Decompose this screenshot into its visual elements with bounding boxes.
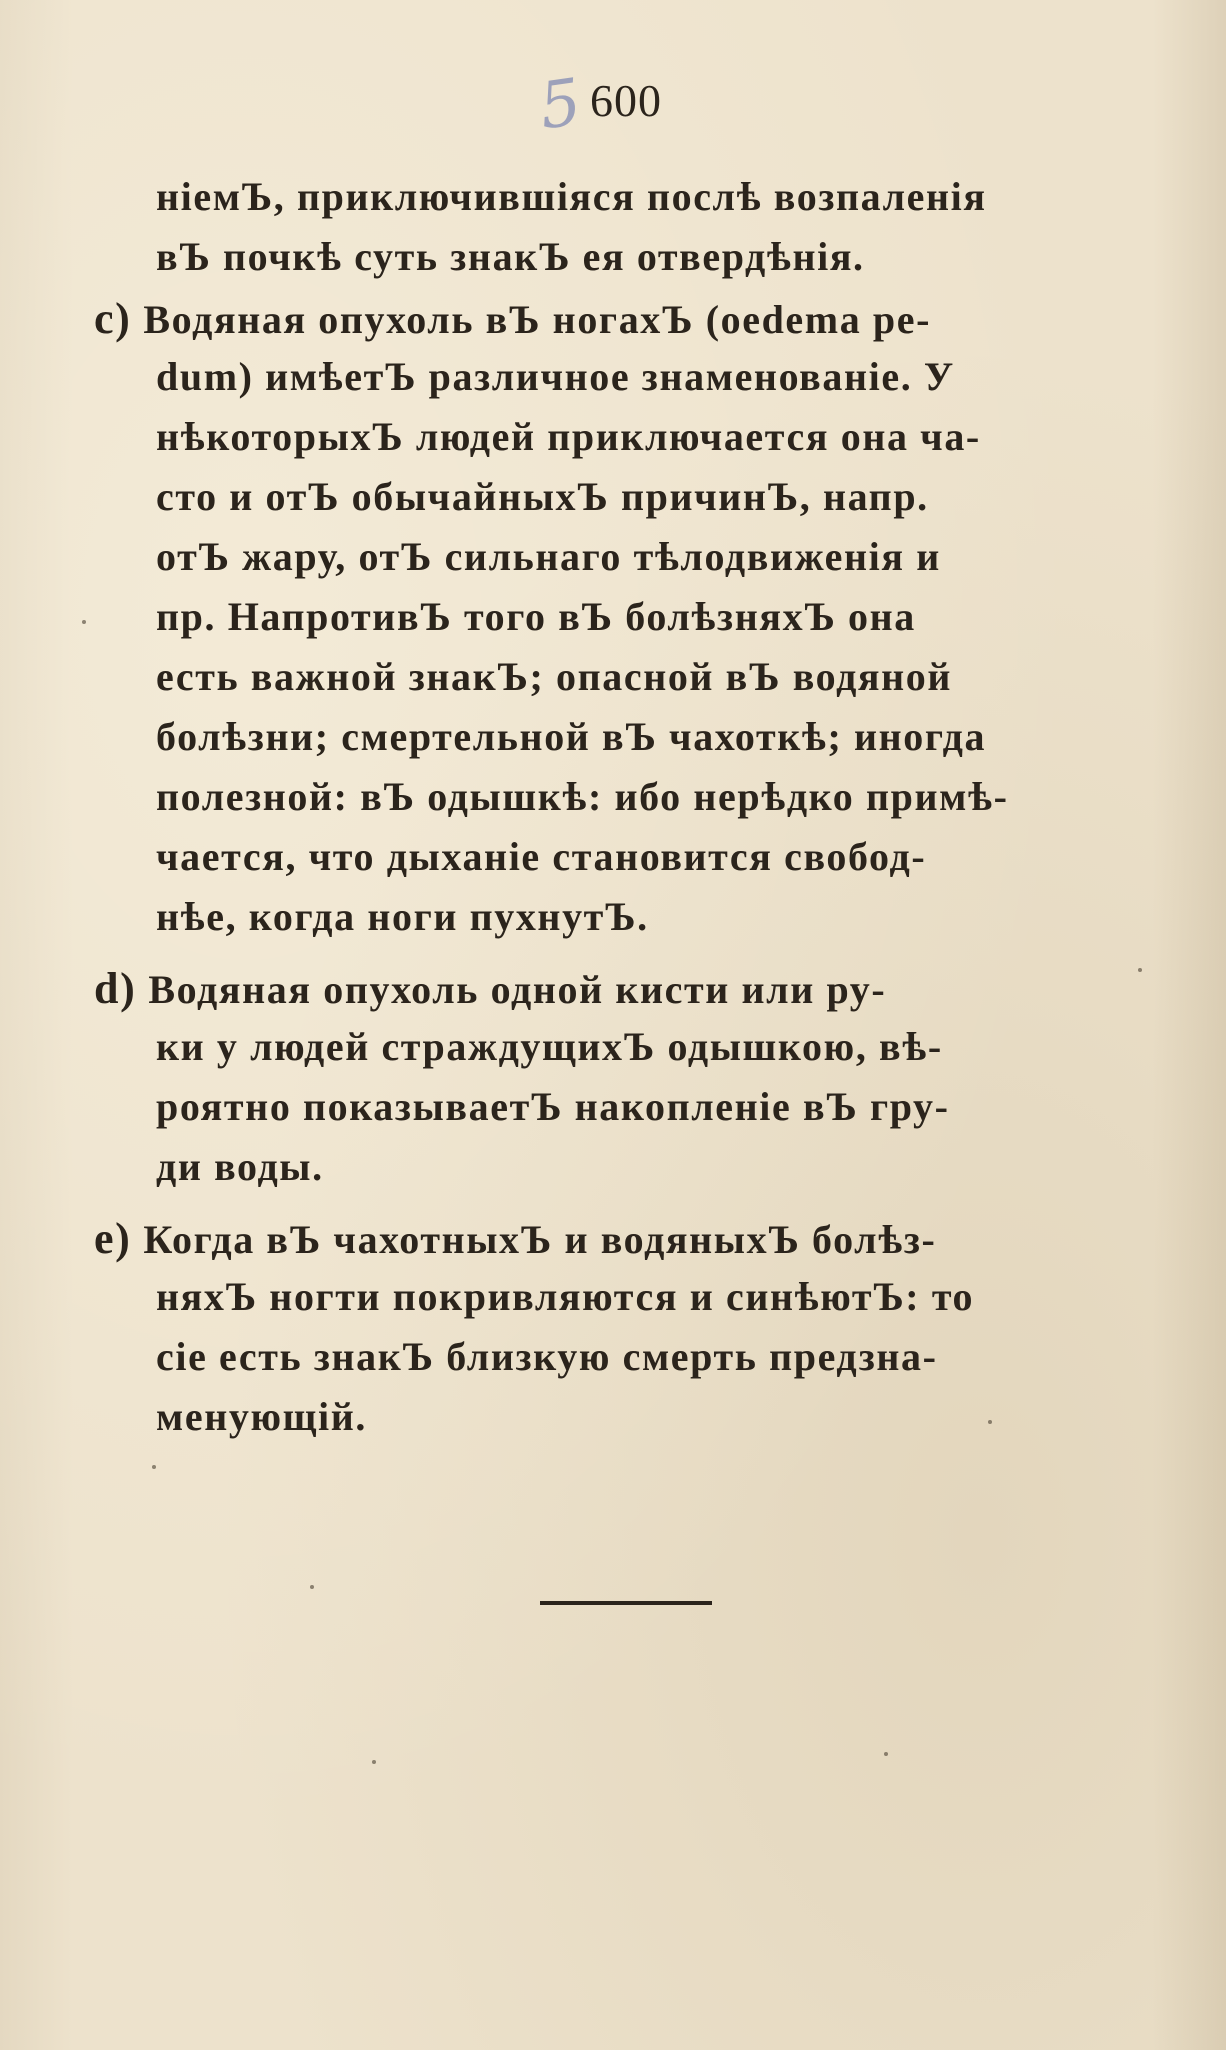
handwritten-annotation: 5 — [535, 65, 586, 145]
text-line: пр. НапротивЪ того вЪ болѣзняхЪ она — [156, 594, 916, 639]
paragraph-c — [94, 294, 932, 343]
text-line: нѣе, когда ноги пухнутЪ. — [156, 894, 649, 939]
text-line: чается, что дыханіе становится свобод- — [156, 834, 927, 879]
text-line: полезной: вЪ одышкѣ: ибо нерѣдко примѣ- — [156, 774, 1009, 819]
text-line: есть важной знакЪ; опасной вЪ водяной — [156, 654, 953, 699]
item-marker-e: e) — [94, 1214, 132, 1263]
item-marker-d: d) — [94, 964, 137, 1013]
text-line: роятно показываетЪ накопленіе вЪ гру- — [156, 1084, 950, 1129]
text-line: Когда вЪ чахотныхЪ и водяныхЪ болѣз- — [143, 1217, 937, 1262]
text-line: нѣкоторыхЪ людей приключается она ча- — [156, 414, 981, 459]
paragraph-e — [94, 1214, 937, 1263]
text-line: менующій. — [156, 1394, 367, 1439]
paper-speck — [1138, 968, 1142, 972]
text-line: ки у людей страждущихЪ одышкою, вѣ- — [156, 1024, 943, 1069]
item-marker-c: c) — [94, 294, 132, 343]
page-number: 600 — [590, 75, 662, 126]
text-line: dum) имѣетЪ различное знаменованіе. У — [156, 354, 955, 399]
text-line: вЪ почкѣ суть знакЪ ея отвердѣнія. — [156, 234, 865, 279]
end-rule — [540, 1601, 712, 1605]
paper-speck — [82, 620, 86, 624]
text-line: Водяная опухоль вЪ ногахЪ (oedema pe- — [143, 297, 932, 342]
text-line: болѣзни; смертельной вЪ чахоткѣ; иногда — [156, 714, 987, 759]
text-line: Водяная опухоль одной кисти или ру- — [148, 967, 887, 1012]
text-line: отЪ жару, отЪ сильнаго тѣлодвиженія и — [156, 534, 941, 579]
paper-speck — [372, 1760, 376, 1764]
paper-speck — [310, 1585, 314, 1589]
text-line: ди воды. — [156, 1144, 324, 1189]
text-line: няхЪ ногти покривляются и синѣютЪ: то — [156, 1274, 975, 1319]
text-line: сіе есть знакЪ близкую смерть предзна- — [156, 1334, 938, 1379]
paragraph-d — [94, 964, 887, 1013]
text-line: ніемЪ, приключившіяся послѣ возпаленія — [156, 174, 987, 219]
paper-speck — [988, 1420, 992, 1424]
paper-speck — [152, 1465, 156, 1469]
paper-speck — [884, 1752, 888, 1756]
text-line: сто и отЪ обычайныхЪ причинЪ, напр. — [156, 474, 929, 519]
